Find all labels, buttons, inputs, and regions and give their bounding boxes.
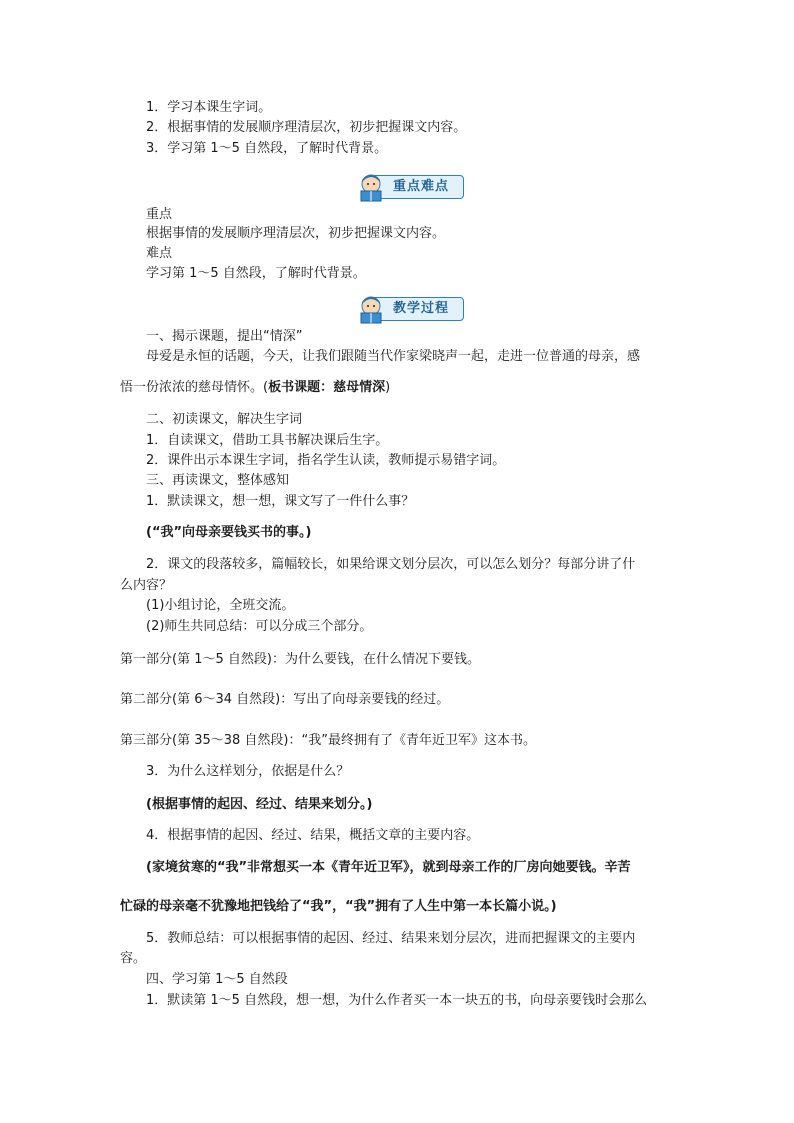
section-3-question-2-sub2: (2)师生共同总结：可以分成三个部分。 [146,619,373,634]
section-3-question-1: 1．默读课文，想一想，课文写了一件什么事？ [146,494,415,509]
section-3-question-2-line1: 2．课文的段落较多，篇幅较长，如果给课文划分层次，可以怎么划分？每部分讲了什 [146,557,636,572]
section-3-question-5-line1: 5．教师总结：可以根据事情的起因、经过、结果来划分层次，进而把握课文的主要内 [146,931,636,946]
section-2-item-2: 2．课件出示本课生字词，指名学生认读，教师提示易错字词。 [146,453,506,468]
key-text: 根据事情的发展顺序理清层次，初步把握课文内容。 [146,226,446,241]
student-reading-icon [356,294,386,324]
section-3-answer-4-line2: 忙碌的母亲毫不犹豫地把钱给了“我”，“我”拥有了人生中第一本长篇小说。) [120,899,557,914]
section-1-paragraph-line2: 悟一份浓浓的慈母情怀。(板书课题：慈母情深) [120,380,391,395]
banner-key-points [356,172,464,202]
section-1-title: 一、揭示课题，提出“情深” [146,329,303,344]
section-1-paragraph-line1: 母爱是永恒的话题，今天，让我们跟随当代作家梁晓声一起，走进一位普通的母亲，感 [146,349,641,364]
section-3-part-2: 第二部分(第 6～34 自然段)：写出了向母亲要钱的经过。 [120,692,450,707]
objective-2: 2．根据事情的发展顺序理清层次，初步把握课文内容。 [146,120,467,135]
objective-3: 3．学习第 1～5 自然段，了解时代背景。 [146,141,388,156]
section-3-question-5-line2: 容。 [120,951,147,966]
section-3-title: 三、再读课文，整体感知 [146,473,290,488]
key-heading: 重点 [146,207,173,222]
board-title: 板书课题：慈母情深 [268,380,386,395]
section-3-answer-4-line1: (家境贫寒的“我”非常想买一本《青年近卫军》，就到母亲工作的厂房向她要钱。辛苦 [146,860,631,875]
section-2-title: 二、初读课文，解决生字词 [146,412,303,427]
section-3-question-3: 3．为什么这样划分，依据是什么？ [146,764,350,779]
section-3-answer-3: (根据事情的起因、经过、结果来划分。) [146,797,373,812]
objective-1: 1．学习本课生字词。 [146,100,272,115]
section-4-question-1: 1．默读第 1～5 自然段，想一想，为什么作者买一本一块五的书，向母亲要钱时会那么 [146,993,648,1008]
section-4-title: 四、学习第 1～5 自然段 [146,972,288,987]
student-reading-icon [356,172,386,202]
banner-teaching-process [356,294,464,324]
section-2-item-1: 1．自读课文，借助工具书解决课后生字。 [146,433,389,448]
section-3-part-1: 第一部分(第 1～5 自然段)：为什么要钱，在什么情况下要钱。 [120,652,480,667]
section-3-part-3: 第三部分(第 35～38 自然段)：“我”最终拥有了《青年近卫军》这本书。 [120,733,536,748]
section-3-answer-1: (“我”向母亲要钱买书的事。) [146,525,312,540]
difficult-text: 学习第 1～5 自然段，了解时代背景。 [146,266,366,281]
section-3-question-2-sub1: (1)小组讨论，全班交流。 [146,598,295,613]
banner-key-label: 重点难点 [366,175,464,199]
section-3-question-2-line2: 么内容？ [120,578,173,593]
section-3-question-4: 4．根据事情的起因、经过、结果，概括文章的主要内容。 [146,828,480,843]
banner-process-label: 教学过程 [366,297,464,321]
difficult-heading: 难点 [146,246,173,261]
